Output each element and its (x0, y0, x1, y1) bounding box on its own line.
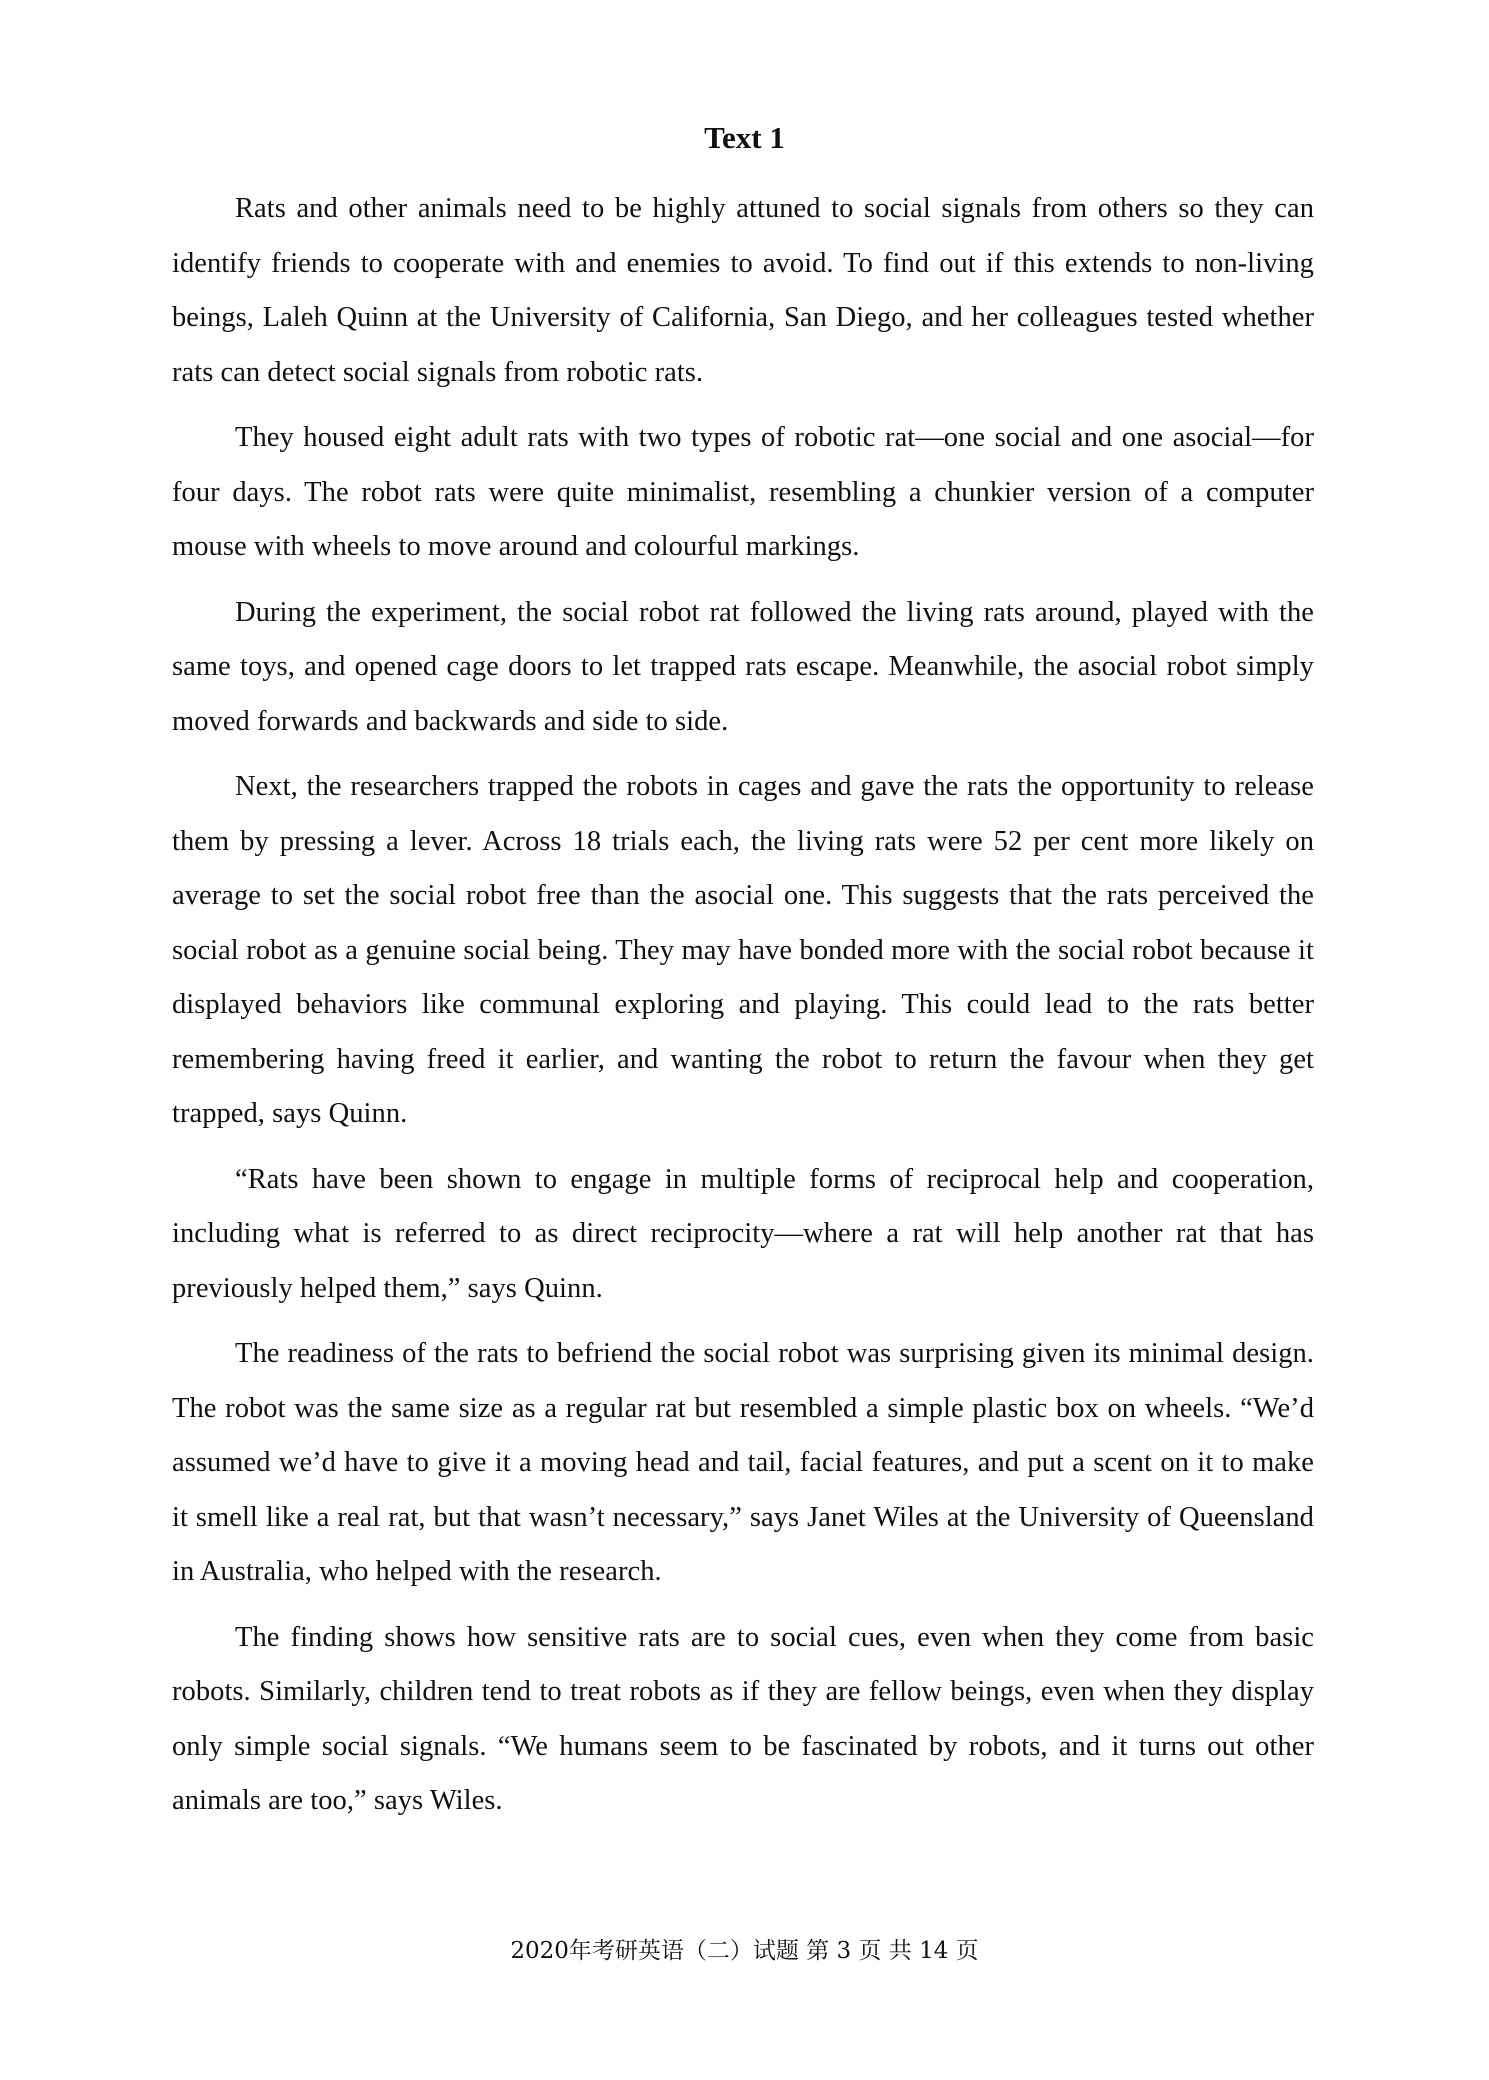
paragraph-1: Rats and other animals need to be highly attuned to social signals from others so they can identify friends to cooperate with and enemies to avoid. To find out if this extends to non-living beings, Laleh Quinn at the University of California, San Diego, and her colleagues tested whether rats can detect social signals from robotic rats. (172, 193, 1314, 388)
paragraph-3: During the experiment, the social robot rat followed the living rats around, played with the same toys, and opened cage doors to let trapped rats escape. Meanwhile, the asocial robot simply moved forwards and backwards and side to side. (172, 596, 1314, 737)
paragraph-4: Next, the researchers trapped the robots in cages and gave the rats the opportunity to release them by pressing a lever. Across 18 trials each, the living rats were 52 per cent more likely on average to set the social robot free than the asocial one. This suggests that the rats perceived the social robot as a genuine social being. They may have bonded more with the social robot because it displayed behaviors like communal exploring and playing. This could lead to the rats better remembering having freed it earlier, and wanting the robot to return the favour when they get trapped, says Quinn. (172, 771, 1314, 1129)
page-footer: 2020年考研英语（二）试题 第 3 页 共 14 页 (510, 1938, 979, 1964)
paragraph-2: They housed eight adult rats with two types of robotic rat—one social and one asocial—for four days. The robot rats were quite minimalist, resembling a chunkier version of a computer mouse with wheels to move around and colourful markings. (172, 422, 1314, 562)
passage-title: Text 1 (704, 120, 785, 155)
paragraph-7: The finding shows how sensitive rats are to social cues, even when they come from basic robots. Similarly, children tend to treat robots as if they are fellow beings, even when they display only simple social signals. “We humans seem to be fascinated by robots, and it turns out other animals are too,” says Wiles. (172, 1621, 1314, 1816)
passage-body (172, 182, 1314, 1840)
paragraph-5: “Rats have been shown to engage in multiple forms of reciprocal help and cooperation, including what is referred to as direct reciprocity—where a rat will help another rat that has previously helped them,” says Quinn. (172, 1163, 1314, 1304)
paragraph-6: The readiness of the rats to befriend the social robot was surprising given its minimal design. The robot was the same size as a regular rat but resembled a simple plastic box on wheels. “We’d assumed we’d have to give it a moving head and tail, facial features, and put a scent on it to make it smell like a real rat, but that wasn’t necessary,” says Janet Wiles at the University of Queensland in Australia, who helped with the research. (172, 1338, 1314, 1587)
